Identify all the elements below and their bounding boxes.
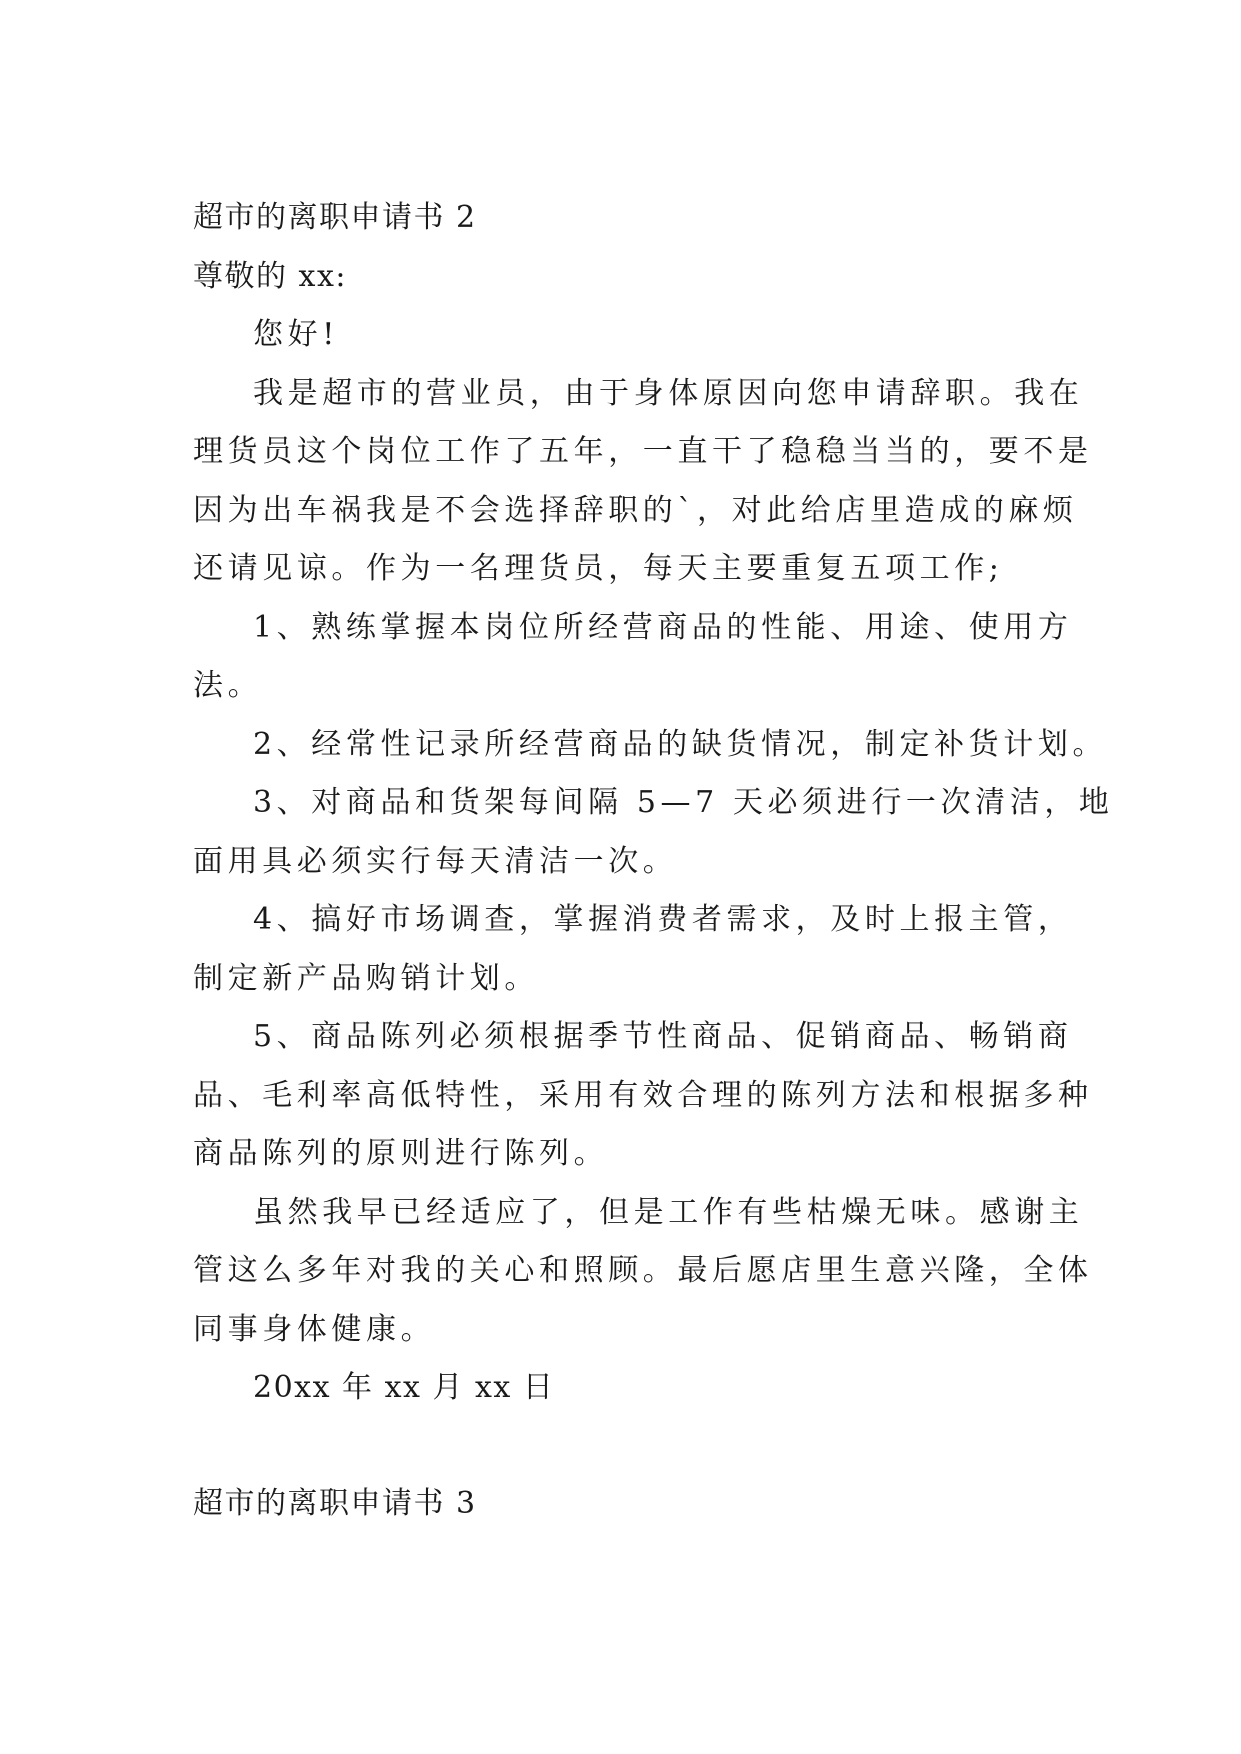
list-item-line: 法。 [193,668,263,703]
paragraph-line: 因为出车祸我是不会选择辞职的`，对此给店里造成的麻烦 [193,493,1078,528]
list-item-line: 2、经常性记录所经营商品的缺货情况，制定补货计划。 [253,727,1108,762]
paragraph-line: 虽然我早已经适应了，但是工作有些枯燥无味。感谢主 [253,1195,1084,1230]
list-item-line: 1、熟练掌握本岗位所经营商品的性能、用途、使用方 [253,610,1073,645]
list-item-line: 面用具必须实行每天清洁一次。 [193,844,678,879]
list-item-line: 5、商品陈列必须根据季节性商品、促销商品、畅销商 [253,1019,1073,1054]
paragraph-line: 我是超市的营业员，由于身体原因向您申请辞职。我在 [253,376,1084,411]
list-item-line: 品、毛利率高低特性，采用有效合理的陈列方法和根据多种 [193,1078,1093,1113]
section-title: 超市的离职申请书 2 [193,200,477,235]
date-line: 20xx 年 xx 月 xx 日 [253,1370,555,1405]
salutation: 尊敬的 xx: [193,259,347,294]
list-item-line: 4、搞好市场调查，掌握消费者需求，及时上报主管， [253,902,1073,937]
paragraph-line: 理货员这个岗位工作了五年，一直干了稳稳当当的，要不是 [193,434,1093,469]
list-item-line: 3、对商品和货架每间隔 5—7 天必须进行一次清洁，地 [253,785,1114,820]
greeting: 您好! [253,317,339,352]
list-item-line: 商品陈列的原则进行陈列。 [193,1136,609,1171]
paragraph-line: 管这么多年对我的关心和照顾。最后愿店里生意兴隆，全体 [193,1253,1093,1288]
paragraph-line: 还请见谅。作为一名理货员，每天主要重复五项工作; [193,551,1004,586]
list-item-line: 制定新产品购销计划。 [193,961,539,996]
paragraph-line: 同事身体健康。 [193,1312,436,1347]
section-title: 超市的离职申请书 3 [193,1486,477,1521]
